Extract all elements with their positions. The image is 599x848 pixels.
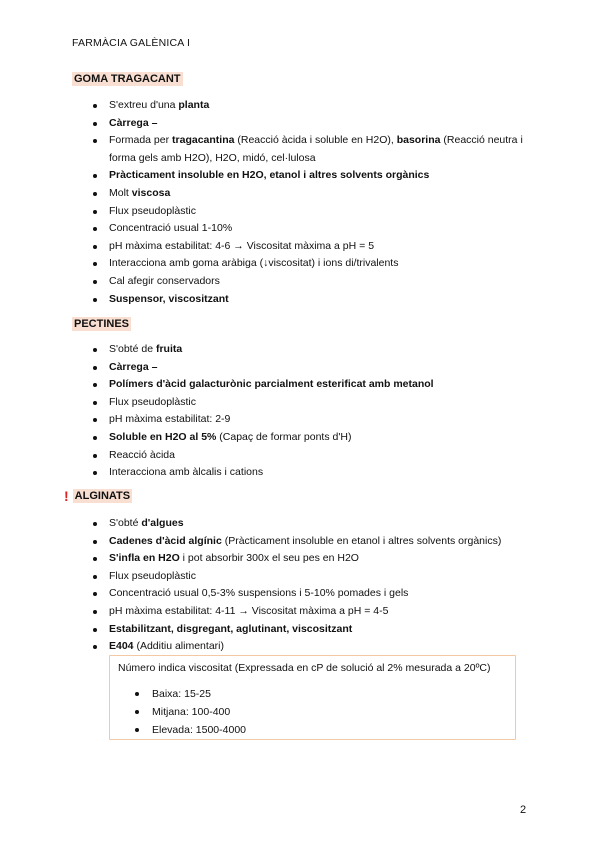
viscosity-note-box xyxy=(109,655,516,740)
list-item: Polímers d'àcid galacturònic parcialment esterificat amb metanol xyxy=(92,376,532,394)
list-item: Reacció àcida xyxy=(92,447,532,465)
list-item: S'obté d'algues xyxy=(92,515,532,533)
list-item: Flux pseudoplàstic xyxy=(92,203,532,221)
list-item: Interacciona amb goma aràbiga (↓viscositat) i ions di/trivalents xyxy=(92,255,532,273)
page-number: 2 xyxy=(520,804,527,816)
alginats-list xyxy=(92,515,532,656)
list-item: pH màxima estabilitat: 4-11 → Viscositat màxima a pH = 4-5 xyxy=(92,603,532,621)
list-item: E404 (Additiu alimentari) xyxy=(92,638,532,656)
list-item: Mitjana: 100-400 xyxy=(134,703,246,721)
exclamation-icon: ! xyxy=(64,488,69,504)
list-item: Flux pseudoplàstic xyxy=(92,568,532,586)
list-item: S'extreu d'una planta xyxy=(92,97,532,115)
section-title-goma-tragacant: GOMA TRAGACANT xyxy=(74,73,181,85)
list-item: Interacciona amb àlcalis i cations xyxy=(92,464,532,482)
list-item: Soluble en H2O al 5% (Capaç de formar ponts d'H) xyxy=(92,429,532,447)
list-item: Concentració usual 0,5-3% suspensions i 5-10% pomades i gels xyxy=(92,585,532,603)
pectines-list xyxy=(92,341,532,482)
list-item: Estabilitzant, disgregant, aglutinant, viscositzant xyxy=(92,621,532,639)
list-item: S'obté de fruita xyxy=(92,341,532,359)
list-item: Cal afegir conservadors xyxy=(92,273,532,291)
section-title-alginats xyxy=(64,488,132,504)
section-title-label: ALGINATS xyxy=(74,490,131,502)
list-item: Pràcticament insoluble en H2O, etanol i altres solvents orgànics xyxy=(92,167,532,185)
section-title-pectines: PECTINES xyxy=(74,318,130,330)
list-item: Càrrega – xyxy=(92,115,532,133)
list-item: pH màxima estabilitat: 2-9 xyxy=(92,411,532,429)
list-item: Molt viscosa xyxy=(92,185,532,203)
list-item: pH màxima estabilitat: 4-6 → Viscositat màxima a pH = 5 xyxy=(92,238,532,256)
list-item: Elevada: 1500-4000 xyxy=(134,721,246,739)
list-item: Baixa: 15-25 xyxy=(134,685,246,703)
list-item: Càrrega – xyxy=(92,359,532,377)
list-item: Cadenes d'àcid algínic (Pràcticament insoluble en etanol i altres solvents orgànics) xyxy=(92,533,532,551)
goma-tragacant-list xyxy=(92,97,532,308)
list-item: Flux pseudoplàstic xyxy=(92,394,532,412)
note-title: Número indica viscositat (Expressada en cP de solució al 2% mesurada a 20ºC) xyxy=(118,662,491,674)
page-header: FARMÀCIA GALÈNICA I xyxy=(72,37,191,49)
list-item: Suspensor, viscositzant xyxy=(92,291,532,309)
note-list xyxy=(134,685,246,739)
list-item: Formada per tragacantina (Reacció àcida i soluble en H2O), basorina (Reacció neutra i forma gels amb H2O), H2O, midó, cel·lulosa xyxy=(92,132,532,167)
list-item: Concentració usual 1-10% xyxy=(92,220,532,238)
list-item: S'infla en H2O i pot absorbir 300x el seu pes en H2O xyxy=(92,550,532,568)
